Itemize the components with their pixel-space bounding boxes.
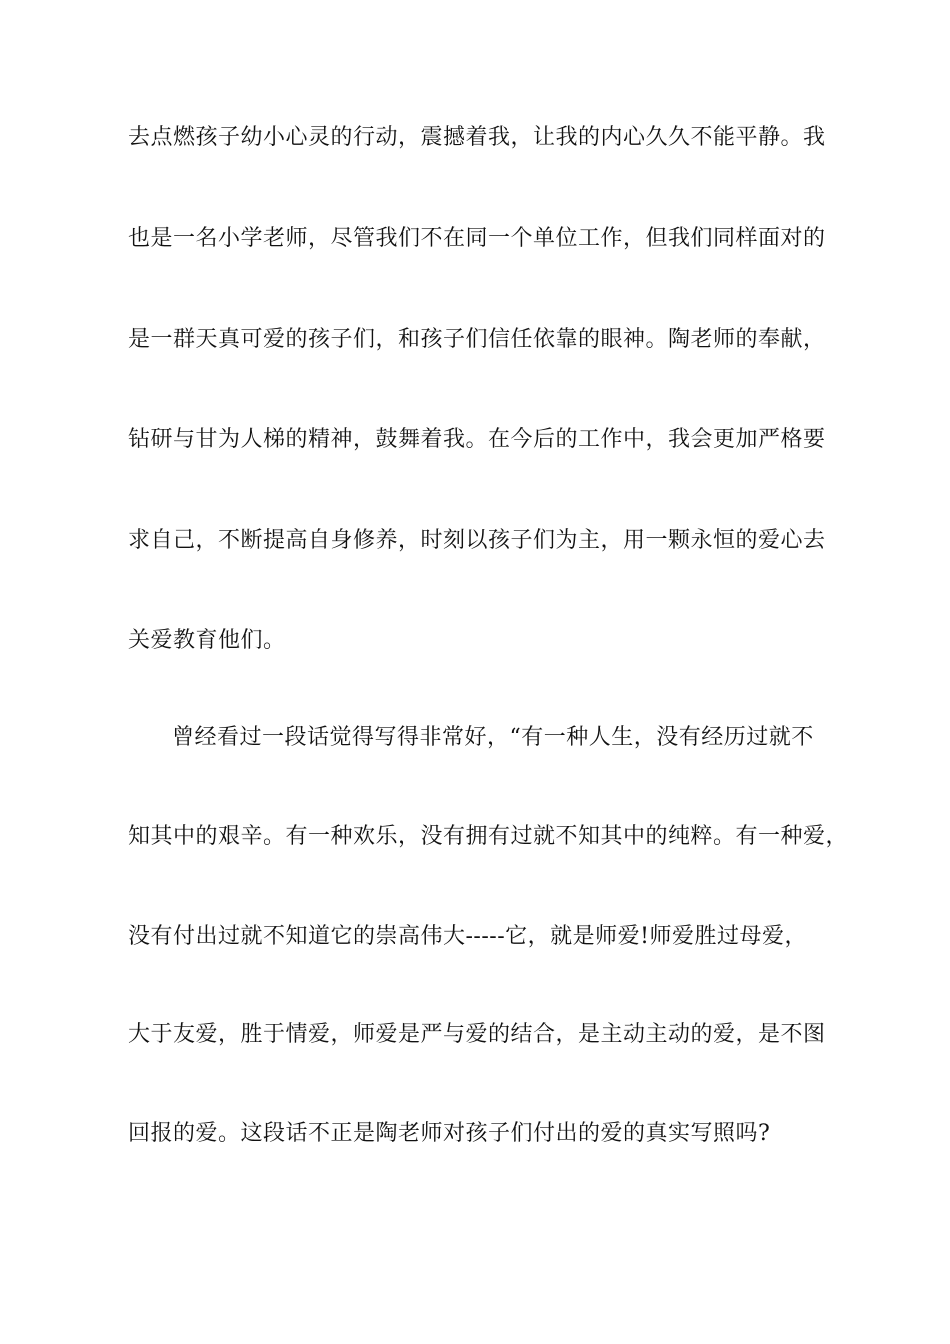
- paragraph-line: 是一群天真可爱的孩子们，和孩子们信任依靠的眼神。陶老师的奉献，: [128, 327, 826, 352]
- paragraph-line: 去点燃孩子幼小心灵的行动，震撼着我，让我的内心久久不能平静。我: [128, 125, 826, 150]
- paragraph-line: 回报的爱。这段话不正是陶老师对孩子们付出的爱的真实写照吗?: [128, 1121, 771, 1146]
- paragraph-line: 也是一名小学老师，尽管我们不在同一个单位工作，但我们同样面对的: [128, 226, 826, 251]
- paragraph-line: 曾经看过一段话觉得写得非常好，“有一种人生，没有经历过就不: [172, 725, 814, 750]
- paragraph-line: 知其中的艰辛。有一种欢乐，没有拥有过就不知其中的纯粹。有一种爱，: [128, 824, 849, 849]
- paragraph-line: 关爱教育他们。: [128, 628, 286, 653]
- paragraph-line: 钻研与甘为人梯的精神，鼓舞着我。在今后的工作中，我会更加严格要: [128, 427, 826, 452]
- paragraph-line: 大于友爱，胜于情爱，师爱是严与爱的结合，是主动主动的爱，是不图: [128, 1022, 826, 1047]
- paragraph-line: 没有付出过就不知道它的崇高伟大-----它，就是师爱!师爱胜过母爱，: [128, 924, 808, 949]
- paragraph-line: 求自己，不断提高自身修养，时刻以孩子们为主，用一颗永恒的爱心去: [128, 528, 826, 553]
